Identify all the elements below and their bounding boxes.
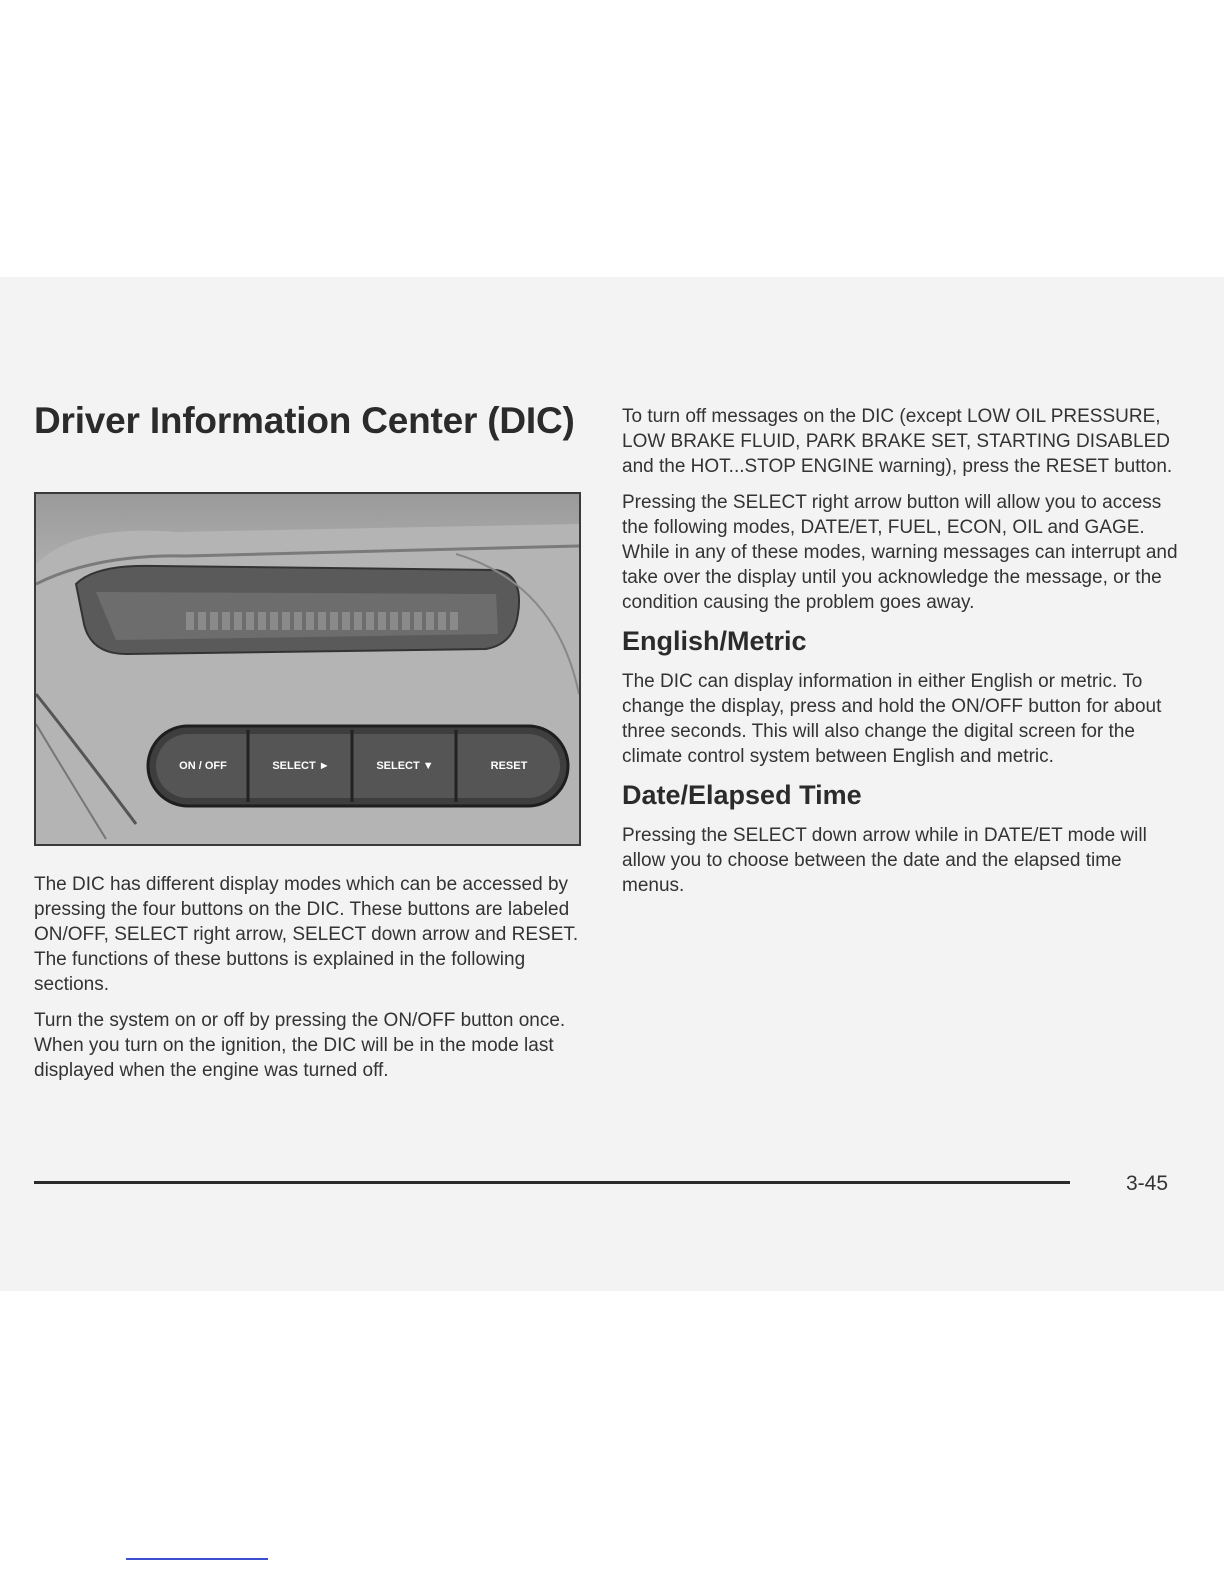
page-number: 3-45 <box>1126 1172 1169 1195</box>
footer-rule <box>34 1181 1070 1184</box>
paragraph-date-elapsed-time: Pressing the SELECT down arrow while in DATE/ET mode will allow you to choose between the date and the elapsed time menus. <box>622 825 1147 896</box>
dic-illustration <box>34 492 581 846</box>
select-right-button: SELECT ► <box>272 760 330 772</box>
paragraph-select-modes: Pressing the SELECT right arrow button will allow you to access the following modes, DATE/ET, FUEL, ECON, OIL and GAGE. While in any of these modes, warning messages can interrupt and take over the display until you acknowledge the message, or the condition causing the problem goes away. <box>622 492 1178 613</box>
on-off-button: ON / OFF <box>179 760 227 772</box>
right-column <box>622 404 1182 909</box>
paragraph-turn-off-messages: To turn off messages on the DIC (except LOW OIL PRESSURE, LOW BRAKE FLUID, PARK BRAKE SET, STARTING DISABLED and the HOT...STOP ENGINE warning), press the RESET button. <box>622 406 1173 477</box>
page-title: Driver Information Center (DIC) <box>34 400 575 441</box>
link-underline <box>126 1558 268 1560</box>
heading-english-metric: English/Metric <box>622 626 807 656</box>
paragraph-on-off: Turn the system on or off by pressing the ON/OFF button once. When you turn on the ignition, the DIC will be in the mode last displayed when the engine was turned off. <box>34 1010 566 1081</box>
paragraph-dic-modes: The DIC has different display modes which can be accessed by pressing the four buttons on the DIC. These buttons are labeled ON/OFF, SELECT right arrow, SELECT down arrow and RESET. The functions of these buttons is explained in the following sections. <box>34 874 579 995</box>
paragraph-english-metric: The DIC can display information in either English or metric. To change the display, press and hold the ON/OFF button for about three seconds. This will also change the digital screen for the climate control system between English and metric. <box>622 671 1162 767</box>
heading-date-elapsed-time: Date/Elapsed Time <box>622 780 862 810</box>
left-text-block <box>34 872 582 1083</box>
left-column <box>34 400 582 1094</box>
reset-button: RESET <box>490 760 528 772</box>
select-down-button: SELECT ▼ <box>376 760 434 772</box>
